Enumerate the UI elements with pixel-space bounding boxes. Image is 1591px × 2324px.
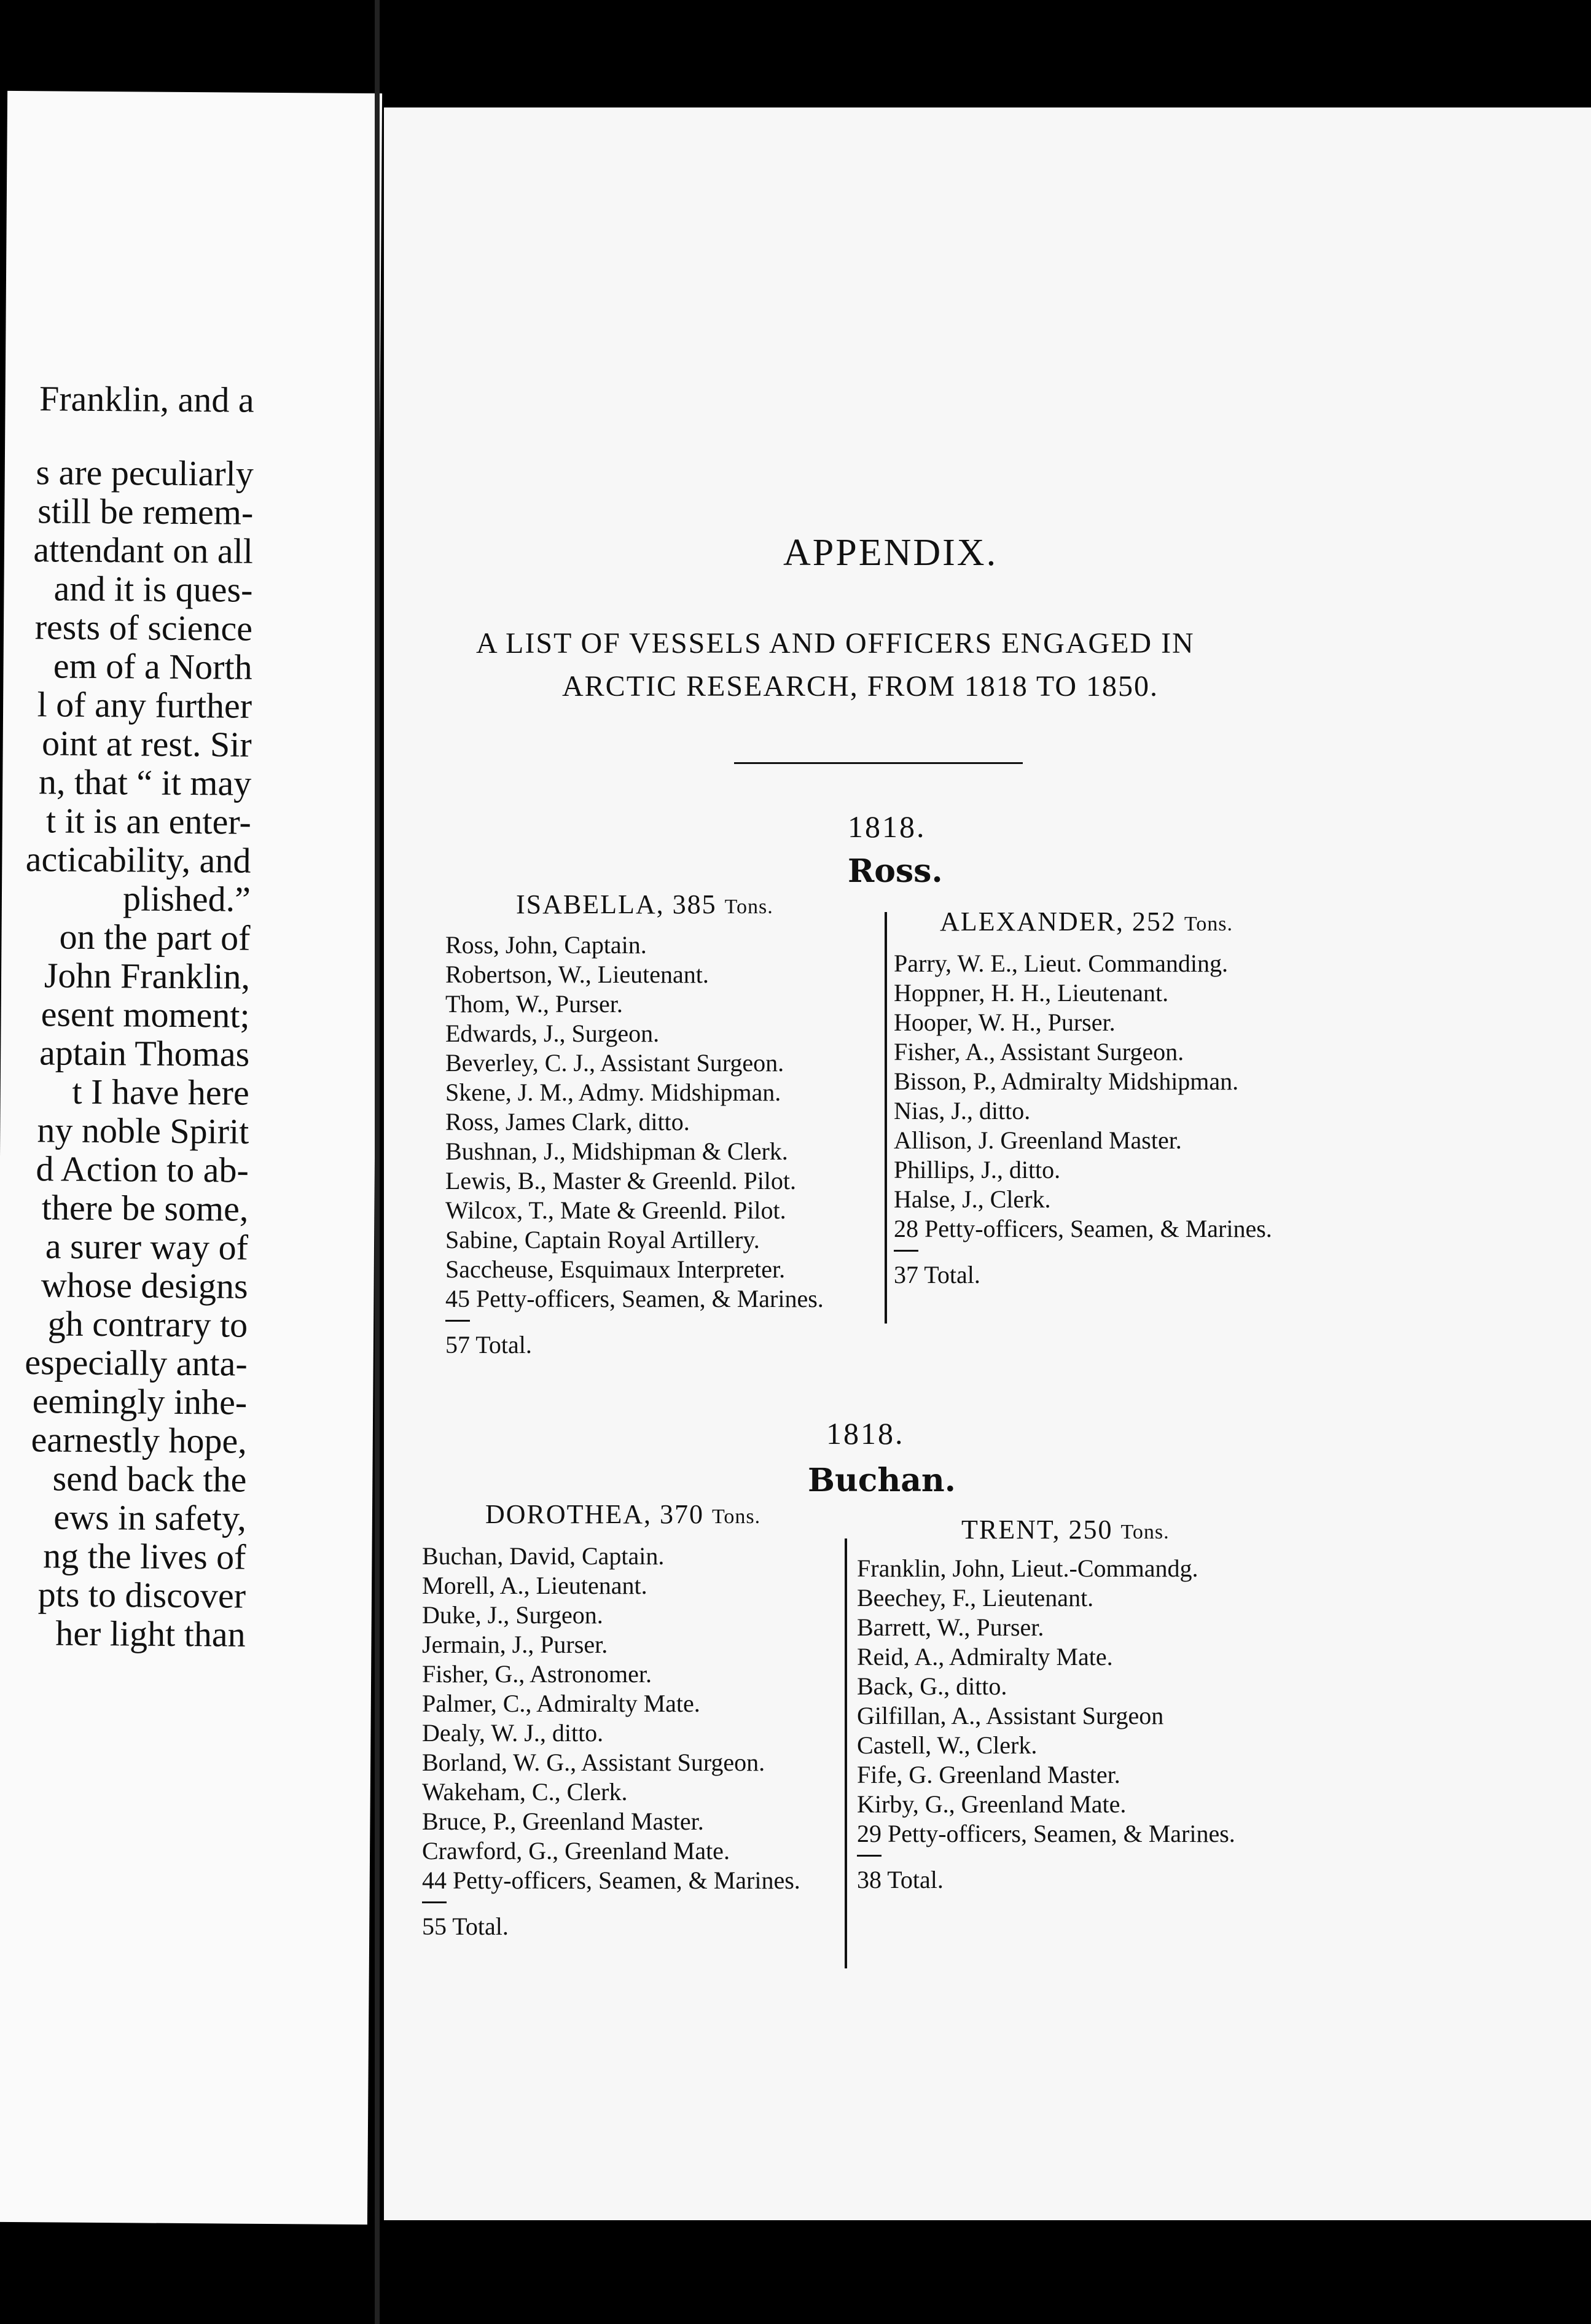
left-page-text-line: acticability, and: [25, 839, 251, 881]
crew-member: Barrett, W., Purser.: [857, 1613, 1044, 1641]
crew-member: Edwards, J., Surgeon.: [445, 1020, 660, 1047]
left-page-text-line: n, that “ it may: [38, 762, 252, 803]
page-gutter: [375, 0, 380, 2324]
crew-member: Sabine, Captain Royal Artillery.: [445, 1226, 760, 1254]
left-page-text-line: Franklin, and a: [39, 378, 254, 420]
ship-tons-label: Tons.: [1184, 913, 1233, 935]
crew-member: Bisson, P., Admiralty Midshipman.: [894, 1067, 1239, 1095]
left-page-text-line: gh contrary to: [47, 1303, 248, 1345]
left-page-text-line: still be remem-: [37, 491, 254, 532]
crew-member: Robertson, W., Lieutenant.: [445, 961, 709, 988]
left-page-text-line: oint at rest. Sir: [41, 723, 252, 765]
crew-member: Skene, J. M., Admy. Midshipman.: [445, 1078, 781, 1106]
crew-member: Borland, W. G., Assistant Surgeon.: [422, 1749, 765, 1776]
total-dash: [445, 1320, 470, 1322]
crew-list: [894, 949, 1272, 1290]
expedition-year: 1818.: [848, 809, 926, 844]
expedition-commander: Buchan.: [808, 1462, 956, 1499]
title-divider: [734, 762, 1023, 764]
crew-member: Ross, James Clark, ditto.: [445, 1108, 690, 1136]
appendix-subtitle-line1: A LIST OF VESSELS AND OFFICERS ENGAGED IN: [476, 627, 1195, 660]
crew-total: 37 Total.: [894, 1261, 980, 1289]
ship-name: TRENT, 250: [961, 1515, 1113, 1545]
appendix-subtitle-line2: ARCTIC RESEARCH, FROM 1818 TO 1850.: [562, 670, 1159, 703]
crew-member: Hoppner, H. H., Lieutenant.: [894, 979, 1169, 1007]
left-page: [0, 91, 382, 2225]
left-page-text-line: ews in safety,: [53, 1497, 247, 1538]
crew-member: Kirby, G., Greenland Mate.: [857, 1790, 1127, 1818]
crew-member: Buchan, David, Captain.: [422, 1542, 665, 1570]
crew-member: Palmer, C., Admiralty Mate.: [422, 1690, 700, 1717]
crew-total: 57 Total.: [445, 1331, 532, 1359]
expedition-year: 1818.: [826, 1416, 905, 1451]
left-page-text-line: l of any further: [37, 684, 252, 726]
crew-member: Gilfillan, A., Assistant Surgeon: [857, 1702, 1164, 1729]
left-page-text-line: esent moment;: [41, 994, 250, 1035]
appendix-title: APPENDIX.: [783, 532, 998, 574]
total-dash: [422, 1901, 447, 1903]
crew-member: Hooper, W. H., Purser.: [894, 1008, 1116, 1036]
right-page: [384, 107, 1591, 2220]
crew-member: Beverley, C. J., Assistant Surgeon.: [445, 1049, 784, 1077]
ship-heading: [516, 889, 773, 920]
crew-member: Parry, W. E., Lieut. Commanding.: [894, 949, 1229, 977]
left-page-text-line: t I have here: [72, 1071, 249, 1113]
crew-member: Phillips, J., ditto.: [894, 1156, 1061, 1183]
ship-heading: [961, 1514, 1170, 1545]
crew-member: Jermain, J., Purser.: [422, 1631, 608, 1658]
ship-tons-label: Tons.: [711, 1505, 761, 1528]
ship-name: ALEXANDER, 252: [940, 907, 1176, 937]
crew-list: [445, 930, 824, 1360]
left-page-text-line: a surer way of: [45, 1226, 249, 1268]
crew-member: Wakeham, C., Clerk.: [422, 1778, 628, 1806]
crew-member: Beechey, F., Lieutenant.: [857, 1584, 1094, 1612]
left-page-text-line: t it is an enter-: [45, 800, 252, 842]
crew-member: Reid, A., Admiralty Mate.: [857, 1643, 1113, 1671]
left-page-text-line: pts to discover: [37, 1574, 246, 1616]
left-page-text-line: attendant on all: [33, 529, 254, 571]
crew-member: Wilcox, T., Mate & Greenld. Pilot.: [445, 1196, 786, 1224]
crew-member: Bruce, P., Greenland Master.: [422, 1807, 704, 1835]
crew-member: Nias, J., ditto.: [894, 1097, 1031, 1125]
left-page-text-line: whose designs: [41, 1265, 248, 1306]
crew-member: 44 Petty-officers, Seamen, & Marines.: [422, 1866, 800, 1894]
left-page-text-line: especially anta-: [25, 1342, 248, 1384]
total-dash: [857, 1855, 882, 1857]
crew-member: Halse, J., Clerk.: [894, 1185, 1051, 1213]
ship-tons-label: Tons.: [1120, 1521, 1170, 1543]
crew-total: 38 Total.: [857, 1866, 944, 1893]
crew-member: Bushnan, J., Midshipman & Clerk.: [445, 1137, 788, 1165]
left-page-text-line: ny noble Spirit: [37, 1110, 249, 1152]
ship-name: ISABELLA, 385: [516, 889, 717, 919]
crew-member: 29 Petty-officers, Seamen, & Marines.: [857, 1820, 1235, 1847]
left-page-text-line: s are peculiarly: [36, 452, 254, 494]
crew-list: [857, 1554, 1235, 1895]
crew-member: Allison, J. Greenland Master.: [894, 1126, 1182, 1154]
left-page-text-line: aptain Thomas: [39, 1032, 250, 1074]
left-page-text-line: rests of science: [34, 607, 253, 649]
crew-member: Castell, W., Clerk.: [857, 1731, 1038, 1759]
crew-list: [422, 1542, 800, 1941]
left-page-text-line: ng the lives of: [43, 1535, 246, 1577]
crew-member: Morell, A., Lieutenant.: [422, 1572, 647, 1599]
ship-name: DOROTHEA, 370: [485, 1499, 704, 1529]
crew-member: Crawford, G., Greenland Mate.: [422, 1837, 730, 1865]
ship-heading: [940, 906, 1233, 937]
crew-member: 45 Petty-officers, Seamen, & Marines.: [445, 1285, 824, 1312]
ship-tons-label: Tons.: [724, 895, 773, 918]
left-page-text-line: her light than: [55, 1613, 246, 1655]
crew-member: Ross, John, Captain.: [445, 931, 647, 959]
left-page-text-line: there be some,: [41, 1187, 249, 1229]
left-page-text-line: d Action to ab-: [36, 1148, 249, 1190]
crew-member: Saccheuse, Esquimaux Interpreter.: [445, 1255, 786, 1283]
left-page-text-line: John Franklin,: [44, 955, 251, 997]
crew-member: Dealy, W. J., ditto.: [422, 1719, 604, 1747]
crew-total: 55 Total.: [422, 1913, 509, 1940]
expedition-commander: Ross.: [848, 852, 943, 890]
crew-member: 28 Petty-officers, Seamen, & Marines.: [894, 1215, 1272, 1242]
crew-member: Fisher, G., Astronomer.: [422, 1660, 652, 1688]
total-dash: [894, 1250, 918, 1252]
left-page-text-line: earnestly hope,: [31, 1419, 248, 1461]
left-page-text-line: and it is ques-: [53, 568, 253, 610]
crew-member: Lewis, B., Master & Greenld. Pilot.: [445, 1167, 797, 1195]
left-page-text-line: send back the: [52, 1458, 247, 1500]
crew-member: Thom, W., Purser.: [445, 990, 623, 1018]
crew-member: Duke, J., Surgeon.: [422, 1601, 603, 1629]
left-page-text-line: plished.”: [122, 878, 251, 919]
column-divider: [885, 912, 887, 1324]
crew-member: Back, G., ditto.: [857, 1672, 1007, 1700]
left-page-text-line: on the part of: [59, 916, 251, 958]
crew-member: Fife, G. Greenland Master.: [857, 1761, 1120, 1788]
crew-member: Franklin, John, Lieut.-Commandg.: [857, 1554, 1198, 1582]
ship-heading: [485, 1499, 760, 1530]
left-page-text-line: em of a North: [53, 645, 252, 687]
left-page-text-line: eemingly inhe-: [32, 1381, 248, 1422]
crew-member: Fisher, A., Assistant Surgeon.: [894, 1038, 1184, 1066]
column-divider: [845, 1538, 847, 1968]
